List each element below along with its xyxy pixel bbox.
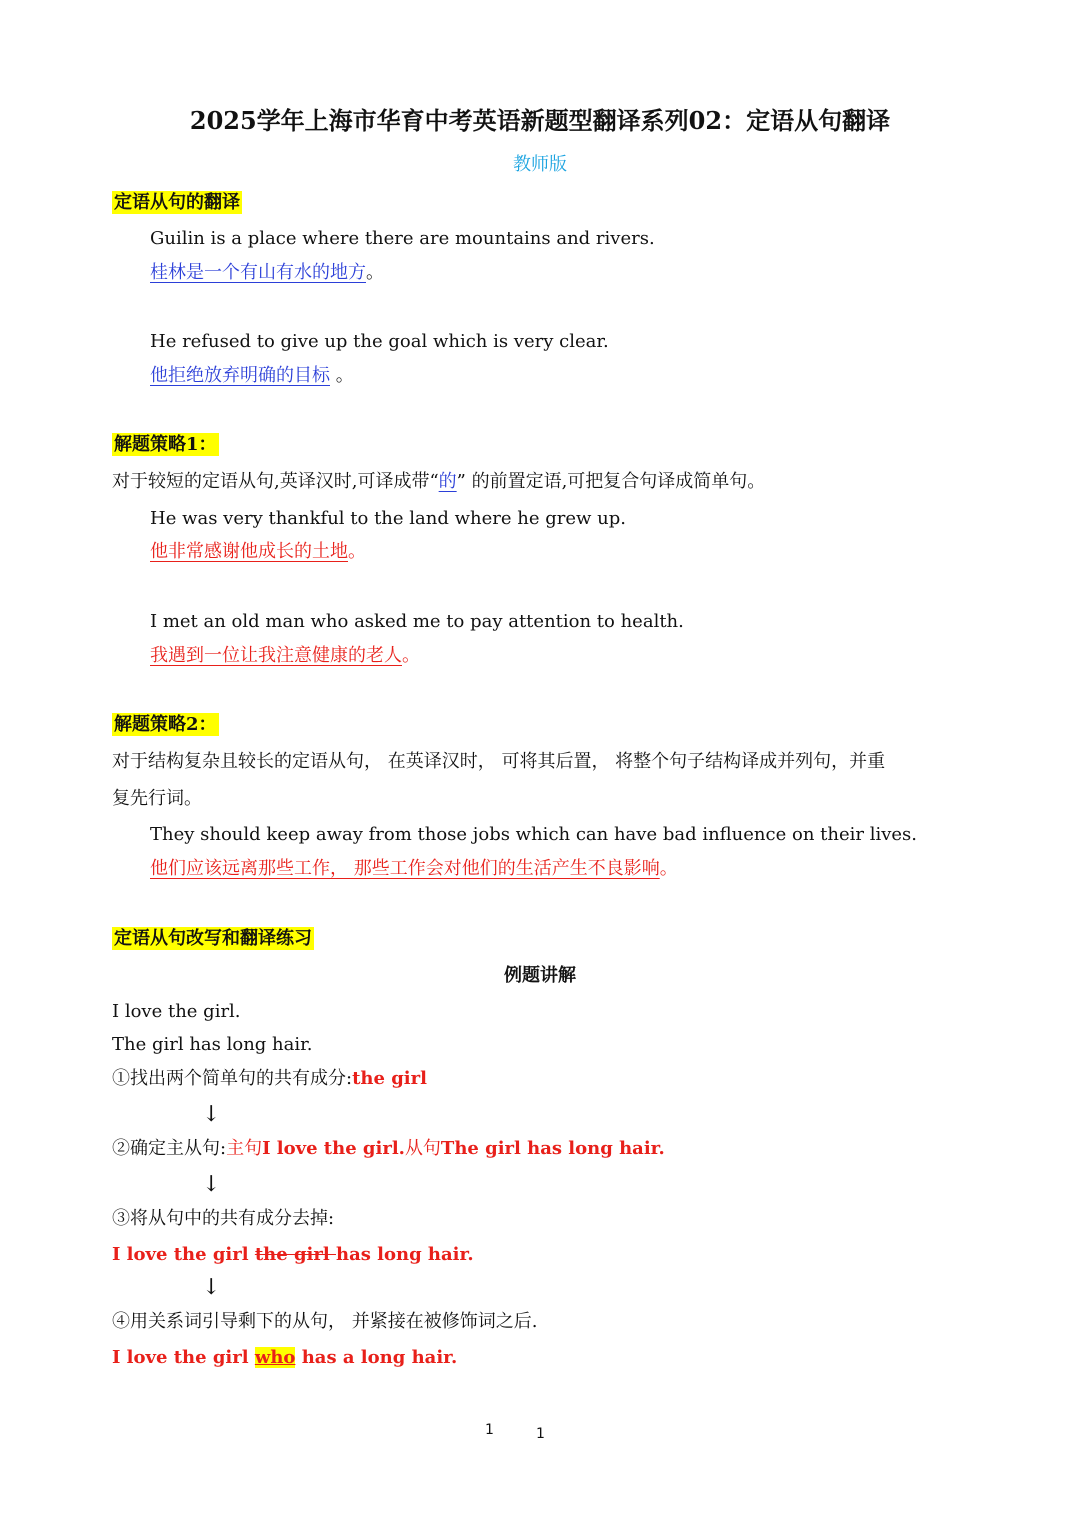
removed-text: the girl [254,1244,336,1265]
strategy-2-example-chinese [150,857,678,881]
example-chinese-1 [150,261,384,285]
punctuation: 。 [659,858,678,879]
step-label: ②确定主从句: [112,1138,227,1159]
edition-label: 教师版 [513,154,567,175]
translation-text: 桂林是一个有山有水的地方 [150,262,366,283]
sentence-part: has a long hair. [295,1347,458,1368]
section-heading-relative-clause-translation [112,191,242,215]
main-clause: I love the girl. [262,1138,405,1159]
punctuation: 。 [402,645,420,666]
strategy-2-description-line-1: 对于结构复杂且较长的定语从句， 在英译汉时， 可将其后置， 将整个句子结构译成并列句，并重 [112,751,886,772]
strategy-1-example-chinese-2 [150,644,420,668]
example-chinese-2 [150,364,354,388]
strategy-2-description-line-2: 复先行词。 [112,788,202,809]
step-4: ④用关系词引导剩下的从句， 并紧接在被修饰词之后. [112,1311,538,1332]
strategy-1-example-english-2: I met an old man who asked me to pay attention to health. [150,611,684,632]
step-1 [112,1067,427,1091]
subordinate-clause: The girl has long hair. [440,1138,665,1159]
translation-text: 我遇到一位让我注意健康的老人 [150,645,402,666]
step-3-result [112,1243,474,1267]
practice-heading-text: 定语从句改写和翻译练习 [114,928,312,949]
relative-pronoun: who [254,1347,296,1368]
down-arrow-icon: ↓ [202,1275,221,1300]
translation-text: 他非常感谢他成长的土地 [150,541,348,562]
strategy-heading-text: 解题策略1： [114,434,217,455]
strategy-1-heading [112,433,219,457]
step-4-result [112,1346,457,1370]
example-english-1: Guilin is a place where there are mountains and rivers. [150,228,655,249]
strategy-1-example-english-1: He was very thankful to the land where he grew up. [150,508,626,529]
translation-text: 他拒绝放弃明确的目标 [150,365,330,386]
strategy-heading-text: 解题策略2： [114,714,217,735]
simple-sentence-2: The girl has long hair. [112,1034,313,1055]
strategy-2-heading [112,713,219,737]
strategy-1-description [112,470,765,494]
practice-heading [112,927,314,951]
down-arrow-icon: ↓ [202,1102,221,1127]
de-character: 的 [438,471,457,492]
page-number: 1 [485,1422,494,1438]
step-label: ①找出两个简单句的共有成分: [112,1068,353,1089]
translation-text: 他们应该远离那些工作， 那些工作会对他们的生活产生不良影响 [150,858,660,879]
example-english-2: He refused to give up the goal which is very clear. [150,331,609,352]
simple-sentence-1: I love the girl. [112,1001,241,1022]
worked-example-subheading [0,964,1080,988]
main-clause-label: 主句 [226,1138,263,1159]
strategy-2-example-english: They should keep away from those jobs which can have bad influence on their lives. [150,824,917,845]
step-3: ③将从句中的共有成分去掉: [112,1208,335,1229]
punctuation: 。 [330,365,354,386]
page-number: 1 [536,1426,545,1442]
kept-text: has long hair. [335,1244,474,1265]
desc-part: ” 的前置定语,可把复合句译成简单句。 [456,471,766,492]
step-2 [112,1137,665,1161]
subheading-text: 例题讲解 [504,965,576,986]
punctuation: 。 [348,541,366,562]
document-title: 2025学年上海市华育中考英语新题型翻译系列02：定语从句翻译 [189,106,891,135]
subordinate-clause-label: 从句 [404,1138,441,1159]
section-heading-text: 定语从句的翻译 [114,192,240,213]
step-value: the girl [352,1068,427,1089]
sentence-part: I love the girl [112,1347,255,1368]
punctuation: 。 [366,262,384,283]
strategy-1-example-chinese-1 [150,540,366,564]
down-arrow-icon: ↓ [202,1172,221,1197]
kept-text: I love the girl [112,1244,255,1265]
desc-part: 对于较短的定语从句,英译汉时,可译成带“ [112,471,439,492]
